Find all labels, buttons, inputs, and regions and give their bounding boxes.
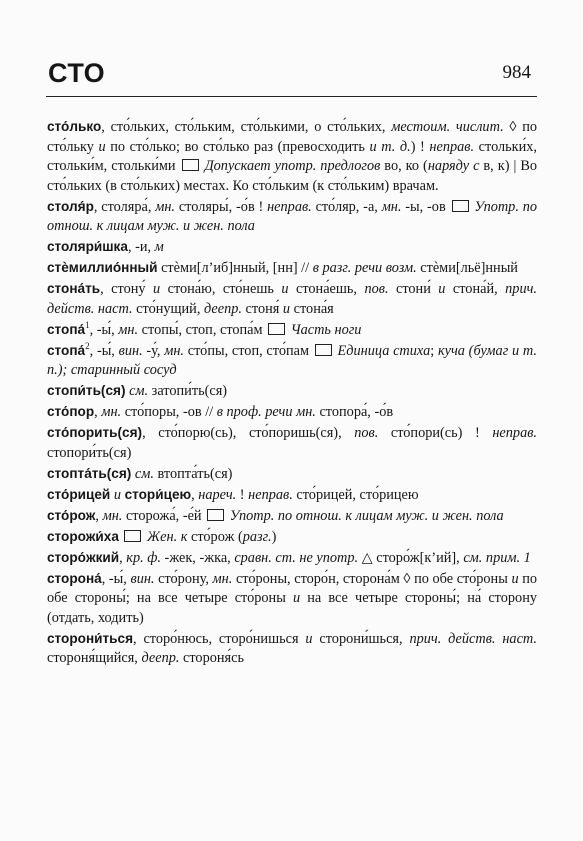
grammar-note: и — [282, 300, 291, 317]
grammar-note: пов. — [354, 425, 379, 441]
grammar-note: неправ. — [492, 425, 537, 441]
headword: сторо́жкий — [47, 549, 120, 565]
dictionary-entry-storozh — [47, 506, 537, 527]
grammar-note: и — [438, 281, 446, 297]
headword: столя́р — [47, 198, 94, 214]
entry-text: стона́ю, сто́нешь — [160, 281, 282, 297]
usage-note-box-icon — [315, 344, 332, 356]
page-number: 984 — [502, 62, 531, 83]
entry-text: стѐми[л’иб]нный, [нн] // — [157, 260, 313, 276]
entry-text: стони́ — [388, 281, 439, 297]
grammar-note: мн. — [155, 198, 176, 215]
grammar-note: в проф. речи мн. — [216, 404, 316, 420]
entry-text: , сто́льких, сто́льким, сто́лькими, о сто́льких, — [101, 119, 392, 135]
grammar-note: и т. д. — [369, 138, 411, 155]
headword: сторона́ — [47, 570, 102, 586]
dictionary-entry-storonitsya — [47, 629, 537, 669]
dictionary-entry-storozhikha — [47, 527, 537, 548]
headword: стона́ть — [47, 281, 101, 296]
headword: стопта́ть(ся) — [47, 465, 132, 481]
grammar-note: и — [281, 281, 289, 297]
grammar-note: и — [152, 281, 161, 297]
entry-text: сто́рону, — [154, 570, 213, 587]
grammar-note: см. — [129, 383, 149, 399]
entry-text: стона́ешь, — [288, 281, 365, 297]
grammar-note: нареч. — [198, 486, 237, 503]
grammar-note: деепр. — [203, 300, 242, 317]
entry-text: стороня́сь — [179, 650, 244, 666]
dictionary-entry-storitsey — [47, 485, 537, 506]
grammar-note: Употр. по отнош. к лицам муж. и жен. пола — [47, 198, 538, 234]
entry-text: сторожа́, -е́й — [122, 507, 206, 524]
dictionary-entry-storozhky — [47, 548, 537, 569]
headword: стѐмиллио́нный — [47, 260, 158, 275]
headword: сто́рож — [47, 507, 96, 523]
headword: сторони́ться — [47, 630, 134, 646]
entry-text: , -ы́, — [89, 321, 119, 338]
grammar-note: и — [98, 138, 106, 155]
entry-text: сто́рож ( — [187, 528, 243, 545]
entry-text: стоня́ — [241, 300, 283, 317]
entry-text: , сто́порю(сь), сто́поришь(ся), — [142, 425, 355, 441]
entry-text: стопора́, -о́в — [315, 404, 394, 420]
grammar-note: деепр. — [141, 650, 180, 666]
dictionary-entry-stonat — [47, 279, 537, 319]
headword: стопа́ — [47, 321, 86, 337]
running-head-word: СТО — [48, 58, 106, 88]
grammar-note: Часть ноги — [290, 321, 362, 338]
entry-text: стопы́, стоп, стопа́м — [138, 321, 267, 338]
grammar-note: неправ. — [429, 138, 475, 155]
usage-note-box-icon — [452, 200, 469, 212]
grammar-note: в разг. речи возм. — [312, 260, 417, 276]
header-rule — [46, 96, 537, 97]
dictionary-entry-stopitsya — [47, 381, 537, 402]
grammar-note: неправ. — [248, 486, 293, 503]
grammar-note: мн. — [164, 342, 185, 359]
headword: сто́лько — [47, 119, 102, 134]
entry-text: стона́й, — [445, 281, 506, 297]
entry-text: стопори́ть(ся) — [47, 444, 132, 461]
headword: сто́рицей — [47, 486, 111, 502]
entry-text: во, ко ( — [380, 158, 428, 174]
entry-text: сто́пы, стоп, сто́пам — [184, 342, 313, 359]
grammar-note: вин. — [118, 342, 143, 359]
headword: сторожи́ха — [47, 528, 119, 544]
grammar-note: м — [154, 239, 164, 255]
dictionary-entries — [47, 117, 537, 669]
entry-text: стольки́х, стольки́м, стольки́ми — [47, 138, 538, 174]
entry-text: ) ! — [410, 138, 430, 155]
dictionary-entry-stomillionny — [47, 258, 537, 279]
entry-text: , — [94, 404, 102, 420]
grammar-note: мн. — [101, 404, 122, 420]
grammar-note: Единица стиха — [337, 342, 431, 359]
entry-text: △ сторо́ж[к’ий], — [358, 549, 464, 566]
grammar-note: пов. — [364, 281, 389, 297]
entry-text: сто́поры, -ов // — [121, 404, 217, 420]
grammar-note: мн. — [118, 321, 139, 338]
grammar-note: сравн. ст. не употр. — [234, 549, 359, 566]
grammar-note: мн. — [381, 198, 402, 215]
entry-text — [119, 529, 123, 545]
entry-text: , столяра́, — [93, 198, 156, 215]
dictionary-entry-stopa1 — [47, 320, 537, 341]
entry-text: затопи́ть(ся) — [148, 383, 228, 399]
grammar-note: и — [113, 486, 122, 503]
entry-text: по сто́лько; во сто́лько раз (превосходить — [105, 138, 370, 155]
entry-text: сто́роны, сторо́н, сторона́м ◊ по обе сто́роны — [232, 570, 512, 587]
entry-text: столяры́, -о́в ! — [175, 198, 268, 215]
entry-text: сто́рицей, сто́рицею — [292, 486, 419, 503]
grammar-note: вин. — [130, 570, 155, 587]
grammar-note: Допускает употр. предлогов — [204, 158, 381, 174]
dictionary-entry-stolko — [47, 117, 537, 196]
dictionary-entry-stopa2 — [47, 341, 537, 381]
headword: столяри́шка — [47, 239, 128, 254]
entry-text: сто́нущий, — [132, 300, 204, 317]
homonym-index: 1 — [85, 319, 90, 330]
grammar-note: и — [292, 590, 301, 606]
entry-text: , -ы́, — [89, 342, 119, 359]
entry-text: сто́пори(сь) ! — [378, 425, 493, 441]
grammar-note: местоим. числит. — [391, 119, 504, 135]
grammar-note: см. прим. 1 — [463, 549, 531, 566]
entry-text: -ы, -ов — [401, 198, 450, 215]
entry-text: , — [95, 507, 103, 524]
grammar-note: см. — [134, 465, 154, 482]
entry-text: , — [191, 486, 199, 503]
headword: сто́порить(ся) — [47, 425, 143, 440]
dictionary-entry-stolyar — [47, 197, 537, 237]
entry-text: на все четыре стороны́; на́ сторону (отдать, ходить) — [47, 590, 537, 626]
usage-note-box-icon — [268, 323, 285, 335]
usage-note-box-icon — [182, 159, 199, 171]
grammar-note: разг. — [242, 528, 272, 545]
headword: стопи́ть(ся) — [47, 383, 126, 398]
entry-text: стороня́щийся, — [47, 650, 142, 666]
entry-text: в, к) | Во сто́льких (в сто́льких) местах. Ко сто́льким (к сто́льким) врачам. — [47, 158, 537, 194]
grammar-note: наряду с — [427, 158, 480, 174]
grammar-note: прич. действ. наст. — [409, 630, 537, 647]
entry-text: , -и, — [127, 239, 155, 255]
dictionary-entry-stoptatsya — [47, 464, 537, 485]
grammar-note: прич. действ. наст. — [47, 281, 537, 317]
entry-text: ) — [271, 528, 277, 545]
grammar-note: куча (бумаг и т. п.); старинный сосуд — [47, 342, 537, 378]
grammar-note: мн. — [102, 507, 123, 524]
usage-note-box-icon — [207, 509, 224, 521]
entry-text: -у́, — [142, 342, 165, 359]
grammar-note: Употр. по отнош. к лицам муж. и жен. пола — [229, 507, 504, 524]
headword: стори́цею — [124, 486, 192, 502]
entry-text: стона́я — [290, 300, 334, 317]
entry-text: , -ы́, — [101, 570, 131, 587]
headword: стопа́ — [47, 342, 86, 358]
dictionary-entry-stoporitsya — [47, 423, 537, 463]
grammar-note: мн. — [212, 570, 233, 587]
grammar-note: и — [511, 570, 519, 587]
entry-text: ! — [236, 486, 249, 503]
entry-text: втопта́ть(ся) — [153, 465, 233, 482]
grammar-note: неправ. — [267, 198, 312, 215]
entry-text: стѐми[льё]нный — [416, 260, 518, 276]
entry-text: по обе стороны́; на все четыре сто́роны — [47, 570, 538, 606]
grammar-note: кр. ф. — [126, 549, 161, 566]
dictionary-entry-storona — [47, 569, 537, 629]
entry-text: ◊ по сто́льку — [47, 119, 537, 155]
entry-text: сто́ляр, -а, — [311, 198, 382, 215]
dictionary-entry-stopor — [47, 402, 537, 423]
entry-text: , стону́ — [100, 281, 153, 297]
entry-text: ; — [430, 342, 438, 359]
entry-text: сторони́шься, — [312, 630, 410, 647]
entry-text: , — [119, 549, 127, 566]
usage-note-box-icon — [124, 530, 141, 542]
grammar-note: и — [305, 630, 313, 647]
entry-text: -жек, -жка, — [160, 549, 235, 566]
homonym-index: 2 — [85, 340, 90, 351]
headword: сто́пор — [47, 404, 95, 419]
dictionary-entry-stolyarishka — [47, 237, 537, 258]
grammar-note: Жен. к — [147, 528, 188, 545]
entry-text: , сторо́нюсь, сторо́нишься — [133, 630, 306, 647]
